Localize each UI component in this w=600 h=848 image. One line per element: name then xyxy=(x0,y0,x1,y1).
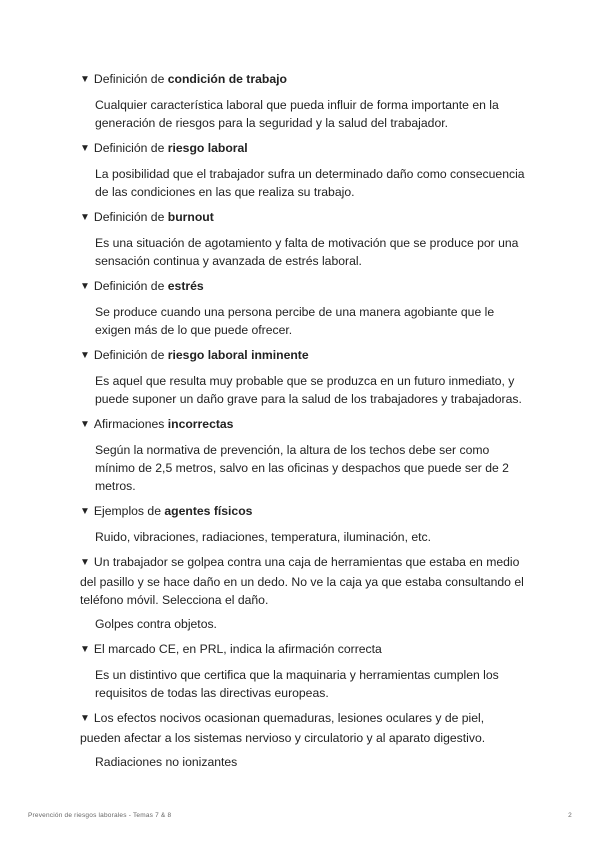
qa-item xyxy=(80,553,528,633)
document-body xyxy=(80,70,528,778)
answer: Se produce cuando una persona percibe de una manera agobiante que le exigen más de lo que puede ofrecer. xyxy=(95,305,495,337)
question-term: incorrectas xyxy=(167,417,234,431)
question-term: riesgo laboral inminente xyxy=(167,348,309,362)
disclosure-triangle-icon[interactable]: ▼ xyxy=(80,713,90,724)
question-prefix: Definición de xyxy=(93,141,165,155)
question-prefix: Definición de xyxy=(93,348,165,362)
answer: Según la normativa de prevención, la altura de los techos debe ser como mínimo de 2,5 metros, salvo en las oficinas y despachos que puede ser de 2 metros. xyxy=(95,443,509,493)
qa-item xyxy=(80,502,528,546)
disclosure-triangle-icon[interactable]: ▼ xyxy=(80,350,90,361)
question[interactable] xyxy=(80,502,528,522)
disclosure-triangle-icon[interactable]: ▼ xyxy=(80,506,90,517)
qa-item xyxy=(80,415,528,495)
qa-item xyxy=(80,70,528,132)
answer: Ruido, vibraciones, radiaciones, temperatura, iluminación, etc. xyxy=(95,530,432,544)
answer: Es un distintivo que certifica que la maquinaria y herramientas cumplen los requisitos de todas las directivas europeas. xyxy=(95,668,499,700)
disclosure-triangle-icon[interactable]: ▼ xyxy=(80,143,90,154)
qa-item xyxy=(80,208,528,270)
question-term: burnout xyxy=(167,210,214,224)
page-number: 2 xyxy=(568,812,572,819)
question-text: El marcado CE, en PRL, indica la afirmación correcta xyxy=(93,642,382,656)
disclosure-triangle-icon[interactable]: ▼ xyxy=(80,212,90,223)
answer: Cualquier característica laboral que pueda influir de forma importante en la generación de riesgos para la seguridad y la salud del trabajador. xyxy=(95,98,499,130)
question[interactable] xyxy=(80,709,528,747)
question-prefix: Ejemplos de xyxy=(93,504,161,518)
page-footer xyxy=(28,812,572,819)
question-term: estrés xyxy=(167,279,204,293)
disclosure-triangle-icon[interactable]: ▼ xyxy=(80,557,90,568)
question-text: Un trabajador se golpea contra una caja de herramientas que estaba en medio del pasillo y se hace daño en un dedo. No ve la caja ya que estaba consultando el teléfono móvil. Selecciona el daño. xyxy=(80,555,524,607)
question[interactable] xyxy=(80,415,528,435)
question-prefix: Definición de xyxy=(93,210,165,224)
answer: Radiaciones no ionizantes xyxy=(95,755,238,769)
footer-title: Prevención de riesgos laborales - Temas 7 & 8 xyxy=(28,812,172,819)
question[interactable] xyxy=(80,346,528,366)
qa-item xyxy=(80,277,528,339)
question[interactable] xyxy=(80,553,528,609)
qa-item xyxy=(80,139,528,201)
question[interactable] xyxy=(80,208,528,228)
disclosure-triangle-icon[interactable]: ▼ xyxy=(80,419,90,430)
answer: Golpes contra objetos. xyxy=(95,617,217,631)
qa-item xyxy=(80,640,528,702)
disclosure-triangle-icon[interactable]: ▼ xyxy=(80,281,90,292)
answer: Es aquel que resulta muy probable que se produzca en un futuro inmediato, y puede suponer un daño grave para la salud de los trabajadores y trabajadoras. xyxy=(95,374,522,406)
question-prefix: Definición de xyxy=(93,279,165,293)
question-text: Los efectos nocivos ocasionan quemaduras, lesiones oculares y de piel, pueden afectar a los sistemas nervioso y circulatorio y al aparato digestivo. xyxy=(80,711,486,745)
question-prefix: Definición de xyxy=(93,72,165,86)
question-term: condición de trabajo xyxy=(167,72,287,86)
question-term: agentes físicos xyxy=(164,504,253,518)
question[interactable] xyxy=(80,640,528,660)
answer: La posibilidad que el trabajador sufra un determinado daño como consecuencia de las condiciones en las que realiza su trabajo. xyxy=(95,167,525,199)
answer: Es una situación de agotamiento y falta de motivación que se produce por una sensación continua y avanzada de estrés laboral. xyxy=(95,236,519,268)
question[interactable] xyxy=(80,277,528,297)
question[interactable] xyxy=(80,139,528,159)
question-term: riesgo laboral xyxy=(167,141,248,155)
disclosure-triangle-icon[interactable]: ▼ xyxy=(80,74,90,85)
qa-item xyxy=(80,709,528,771)
qa-item xyxy=(80,346,528,408)
disclosure-triangle-icon[interactable]: ▼ xyxy=(80,644,90,655)
question[interactable] xyxy=(80,70,528,90)
question-prefix: Afirmaciones xyxy=(93,417,165,431)
